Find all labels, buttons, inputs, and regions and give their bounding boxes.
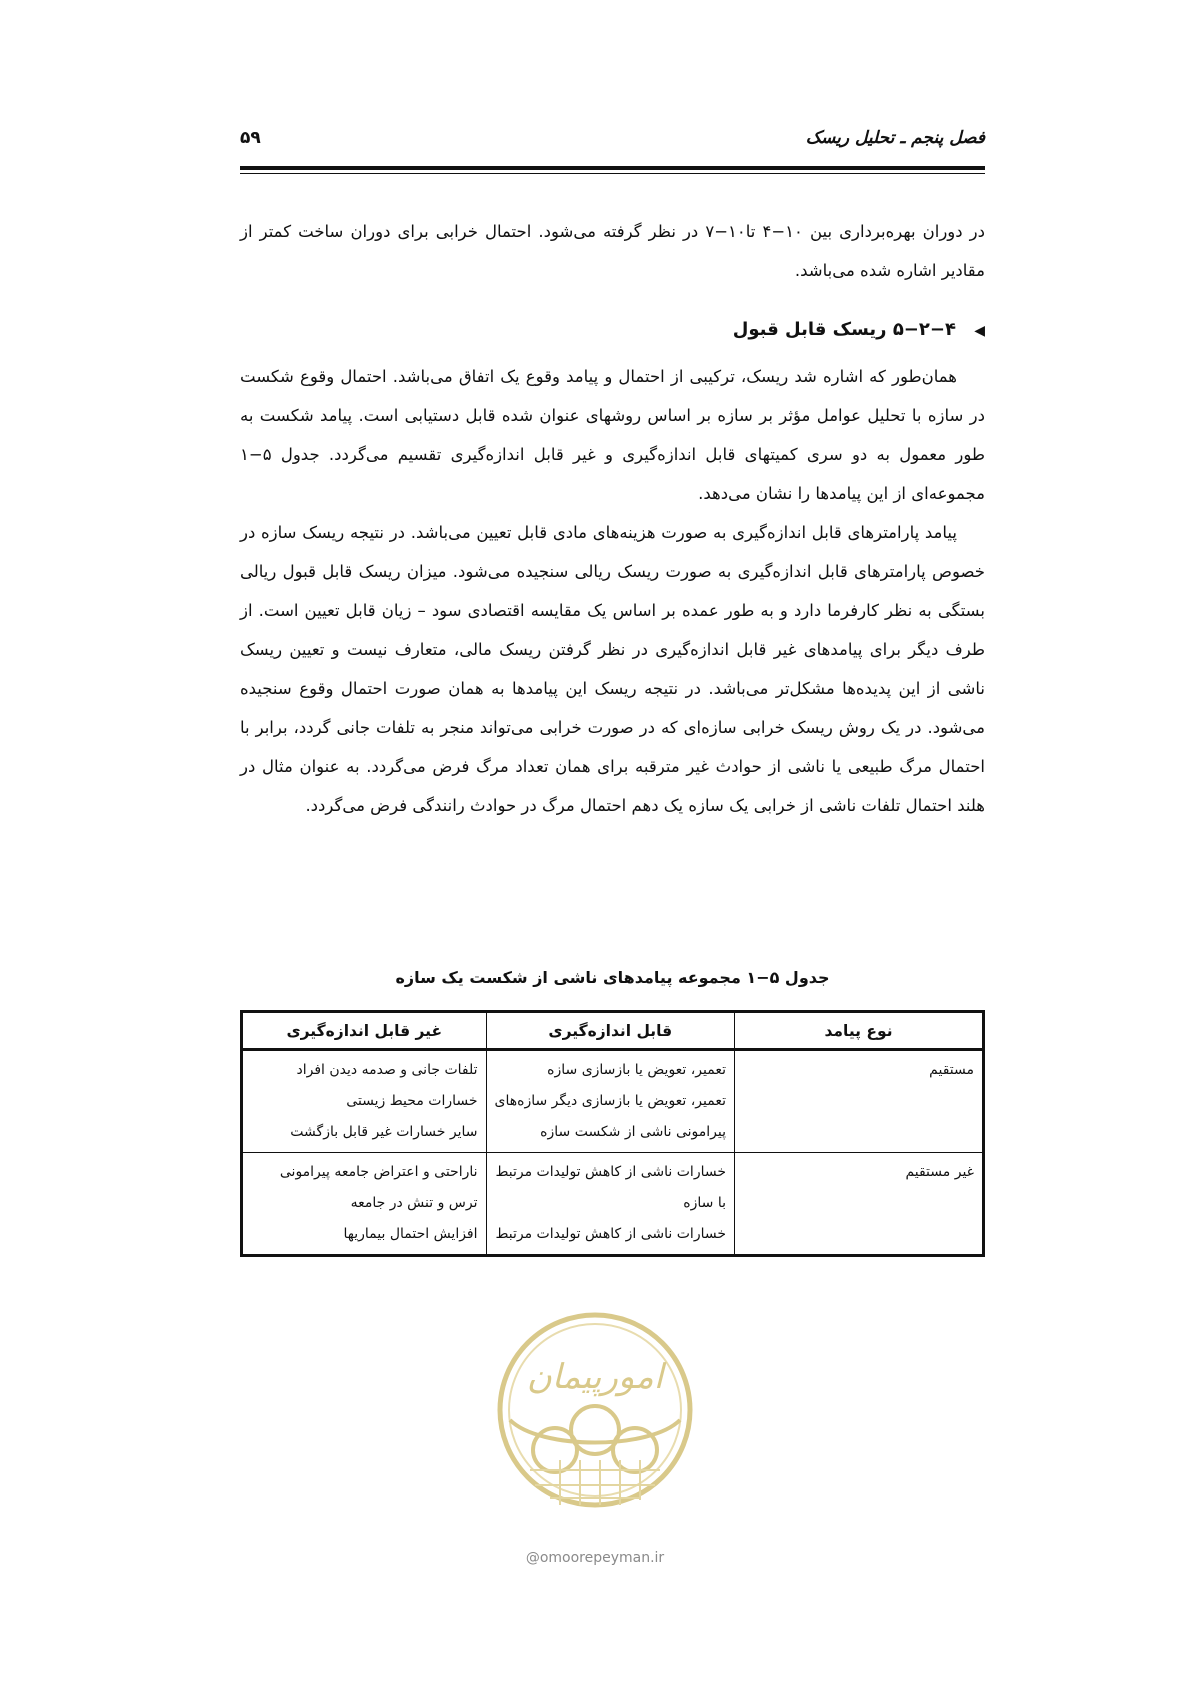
section-title: ۵−۲−۴ ریسک قابل قبول <box>732 319 956 340</box>
table-row <box>242 1050 984 1153</box>
watermark-logo-text: امورپیمان <box>526 1357 664 1397</box>
table-row <box>242 1153 984 1256</box>
paragraph-2: همان‌طور که اشاره شد ریسک، ترکیبی از احتمال و پیامد وقوع یک اتفاق می‌باشد. احتمال وقوع شکست در سازه با تحلیل عوامل مؤثر بر سازه بر اساس روشهای عنوان شده قابل دستیابی است. پیامد شکست به طور معمول به دو سری کمیتهای قابل اندازه‌گیری و غیر قابل اندازه‌گیری تقسیم می‌گردد. جدول ۵−۱ مجموعه‌ای از این پیامدها را نشان می‌دهد. <box>240 367 985 503</box>
at-icon: @ <box>525 1550 540 1566</box>
watermark-logo-icon <box>490 1300 700 1540</box>
paragraph-1: در دوران بهره‌برداری بین ۱۰−۴ تا۱۰−۷ در نظر گرفته می‌شود. احتمال خرابی برای دوران ساخت کمتر از مقادیر اشاره شده می‌باشد. <box>240 222 985 280</box>
chapter-title: فصل پنجم ـ تحلیل ریسک <box>805 128 985 148</box>
cell-non-measurable: تلفات جانی و صدمه دیدن افراد خسارات محیط زیستی سایر خسارات غیر قابل بازگشت <box>242 1050 487 1153</box>
section-heading <box>240 310 985 351</box>
consequences-table <box>240 1010 985 1257</box>
page-header <box>240 128 985 158</box>
cell-non-measurable: ناراحتی و اعتراض جامعه پیرامونی ترس و تنش در جامعه افزایش احتمال بیماریها <box>242 1153 487 1256</box>
cell-type: مستقیم <box>735 1050 984 1153</box>
watermark-url: @omoorepeyman.ir <box>525 1550 665 1566</box>
bullet-triangle-icon: ◀ <box>974 323 985 339</box>
header-rule-thick <box>240 166 985 170</box>
header-non-measurable: غیر قابل اندازه‌گیری <box>242 1012 487 1050</box>
paragraph-3: پیامد پارامترهای قابل اندازه‌گیری به صورت هزینه‌های مادی قابل تعیین می‌باشد. در نتیجه ریسک سازه در خصوص پارامترهای قابل اندازه‌گیری به صورت ریسک ریالی سنجیده می‌شود. میزان ریسک قابل قبول ریالی بستگی به نظر کارفرما دارد و به طور عمده بر اساس یک مقایسه اقتصادی سود – زیان قابل تعیین است. از طرف دیگر برای پیامدهای غیر قابل اندازه‌گیری در نظر گرفتن ریسک مالی، متعارف نیست و تعیین ریسک ناشی از این پدیده‌ها مشکل‌تر می‌باشد. در نتیجه ریسک این پیامدها به همان صورت احتمال وقوع سنجیده می‌شود. در یک روش ریسک خرابی سازه‌ای که در صورت خرابی می‌تواند منجر به تلفات جانی گردد، برابر با احتمال مرگ طبیعی یا ناشی از حوادث غیر مترقبه برای همان تعداد مرگ فرض می‌گردد. به عنوان مثال در هلند احتمال تلفات ناشی از خرابی یک سازه یک دهم احتمال مرگ در حوادث رانندگی فرض می‌گردد. <box>240 523 985 815</box>
cell-measurable: تعمیر، تعویض یا بازسازی سازه تعمیر، تعویض یا بازسازی دیگر سازه‌های پیرامونی ناشی از شکست سازه <box>486 1050 734 1153</box>
cell-type: غیر مستقیم <box>735 1153 984 1256</box>
table-caption: جدول ۵−۱ مجموعه پیامدهای ناشی از شکست یک سازه <box>395 968 830 987</box>
table-header-row <box>242 1012 984 1050</box>
header-type: نوع پیامد <box>735 1012 984 1050</box>
header-rule-thin <box>240 173 985 174</box>
cell-measurable: خسارات ناشی از کاهش تولیدات مرتبط با سازه خسارات ناشی از کاهش تولیدات مرتبط <box>486 1153 734 1256</box>
header-measurable: قابل اندازه‌گیری <box>486 1012 734 1050</box>
body-text <box>240 212 985 825</box>
page-number: ۵۹ <box>240 128 261 148</box>
